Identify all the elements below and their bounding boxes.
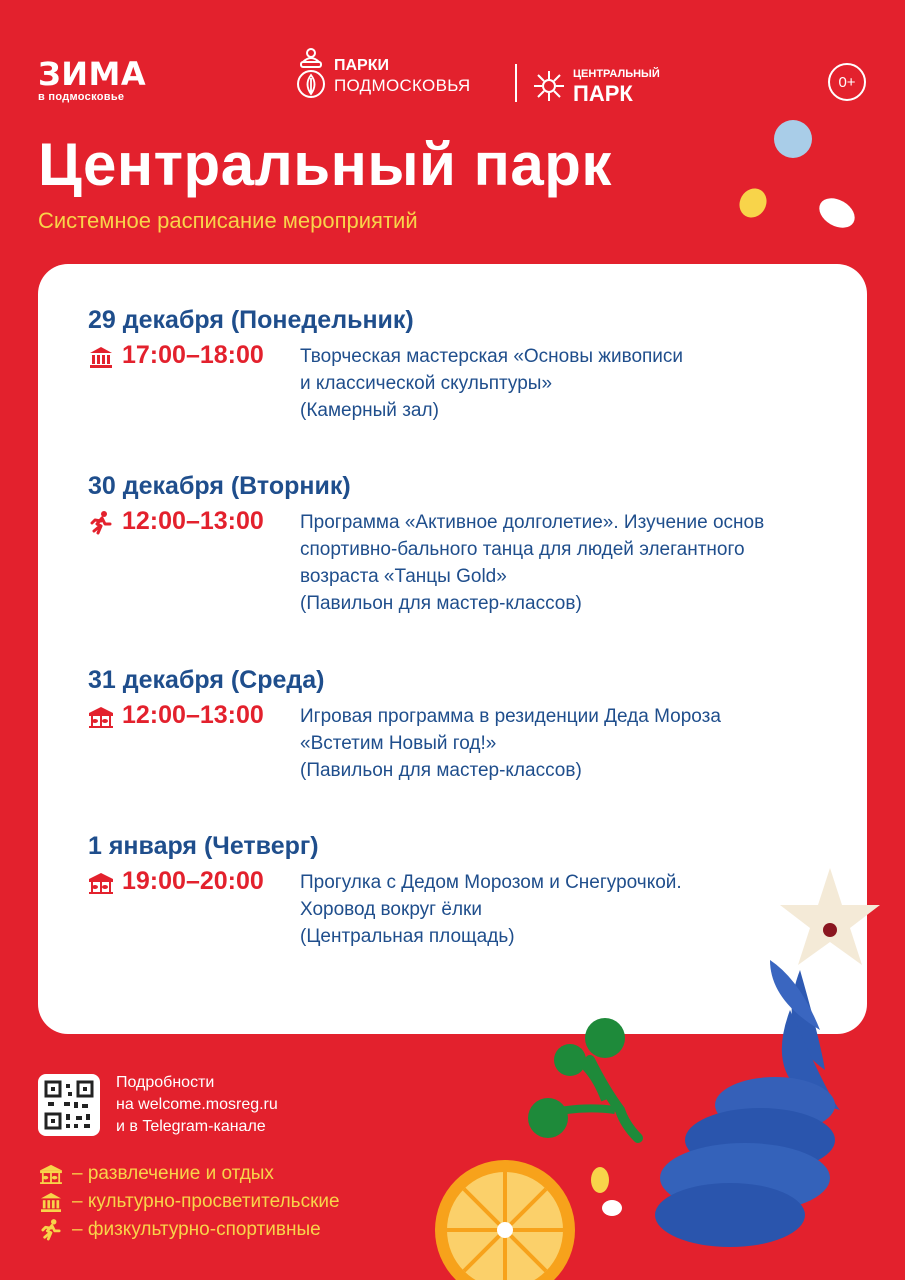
running-icon xyxy=(88,510,114,536)
event-location: (Центральная площадь) xyxy=(300,926,515,947)
event-location: (Павильон для мастер-классов) xyxy=(300,760,582,781)
event-description xyxy=(300,343,683,424)
zima-logo xyxy=(38,55,147,103)
zima-logo-text: ЗИМА xyxy=(38,55,147,93)
event-time: 19:00–20:00 xyxy=(122,867,264,895)
legend-entertainment xyxy=(38,1163,274,1185)
day-date: 1 января (Четверг) xyxy=(88,832,319,860)
event-line: «Встетим Новый год!» xyxy=(300,733,497,754)
event-line: Игровая программа в резиденции Деда Мороза xyxy=(300,706,721,727)
page-subtitle: Системное расписание мероприятий xyxy=(38,208,418,233)
legend-label: – физкультурно-спортивные xyxy=(72,1219,321,1240)
carousel-icon xyxy=(38,1163,64,1185)
page-title: Центральный парк xyxy=(38,131,612,198)
museum-icon xyxy=(88,344,114,370)
day-date: 31 декабря (Среда) xyxy=(88,666,325,694)
running-icon xyxy=(38,1219,64,1241)
legend-label: – культурно-просветительские xyxy=(72,1191,340,1212)
decor-yellow-dot xyxy=(734,184,772,223)
event-time: 12:00–13:00 xyxy=(122,507,264,535)
event-time: 17:00–18:00 xyxy=(122,341,264,369)
parks-logo-line1: ПАРКИ xyxy=(334,57,389,74)
day-date: 30 декабря (Вторник) xyxy=(88,472,351,500)
orange-slice-icon xyxy=(430,1150,580,1280)
day-block xyxy=(88,306,683,424)
event-time: 12:00–13:00 xyxy=(122,701,264,729)
details-link[interactable]: на welcome.mosreg.ru xyxy=(116,1096,278,1113)
central-park-logo xyxy=(533,66,660,106)
day-date: 29 декабря (Понедельник) xyxy=(88,306,414,334)
zima-logo-subtext: в подмосковье xyxy=(38,91,125,103)
hat-leaf-icon xyxy=(296,48,326,104)
details-line: Подробности xyxy=(116,1074,215,1091)
event-line: спортивно-бального танца для людей элегантного xyxy=(300,539,745,560)
parks-logo-line2: ПОДМОСКОВЬЯ xyxy=(334,76,471,95)
day-block xyxy=(88,472,764,617)
event-location: (Павильон для мастер-классов) xyxy=(300,593,582,614)
legend-label: – развлечение и отдых xyxy=(72,1163,274,1184)
central-logo-line2: ПАРК xyxy=(573,81,633,106)
event-line: и классической скульптуры» xyxy=(300,373,553,394)
age-rating-badge: 0+ xyxy=(828,63,866,101)
museum-icon xyxy=(38,1191,64,1213)
details-text xyxy=(116,1072,278,1138)
parks-logo xyxy=(296,48,471,104)
carousel-icon xyxy=(88,704,114,730)
ferris-wheel-icon xyxy=(533,70,565,102)
carousel-icon xyxy=(88,870,114,896)
event-line: Программа «Активное долголетие». Изучение основ xyxy=(300,512,765,533)
decor-white-dot xyxy=(814,192,860,234)
legend-sport xyxy=(38,1219,321,1241)
event-line: возраста «Танцы Gold» xyxy=(300,566,507,587)
decor-blue-dot xyxy=(774,120,812,158)
legend-culture xyxy=(38,1191,340,1213)
logo-divider xyxy=(515,64,517,102)
day-block xyxy=(88,666,721,784)
qr-code[interactable] xyxy=(38,1074,100,1136)
details-line: и в Telegram-канале xyxy=(116,1118,266,1135)
event-line: Прогулка с Дедом Морозом и Снегурочкой. xyxy=(300,872,682,893)
event-line: Хоровод вокруг ёлки xyxy=(300,899,482,920)
event-description xyxy=(300,703,721,784)
event-line: Творческая мастерская «Основы живописи xyxy=(300,346,684,367)
event-description xyxy=(300,509,764,617)
central-logo-line1: ЦЕНТРАЛЬНЫЙ xyxy=(573,68,660,80)
event-location: (Камерный зал) xyxy=(300,400,439,421)
